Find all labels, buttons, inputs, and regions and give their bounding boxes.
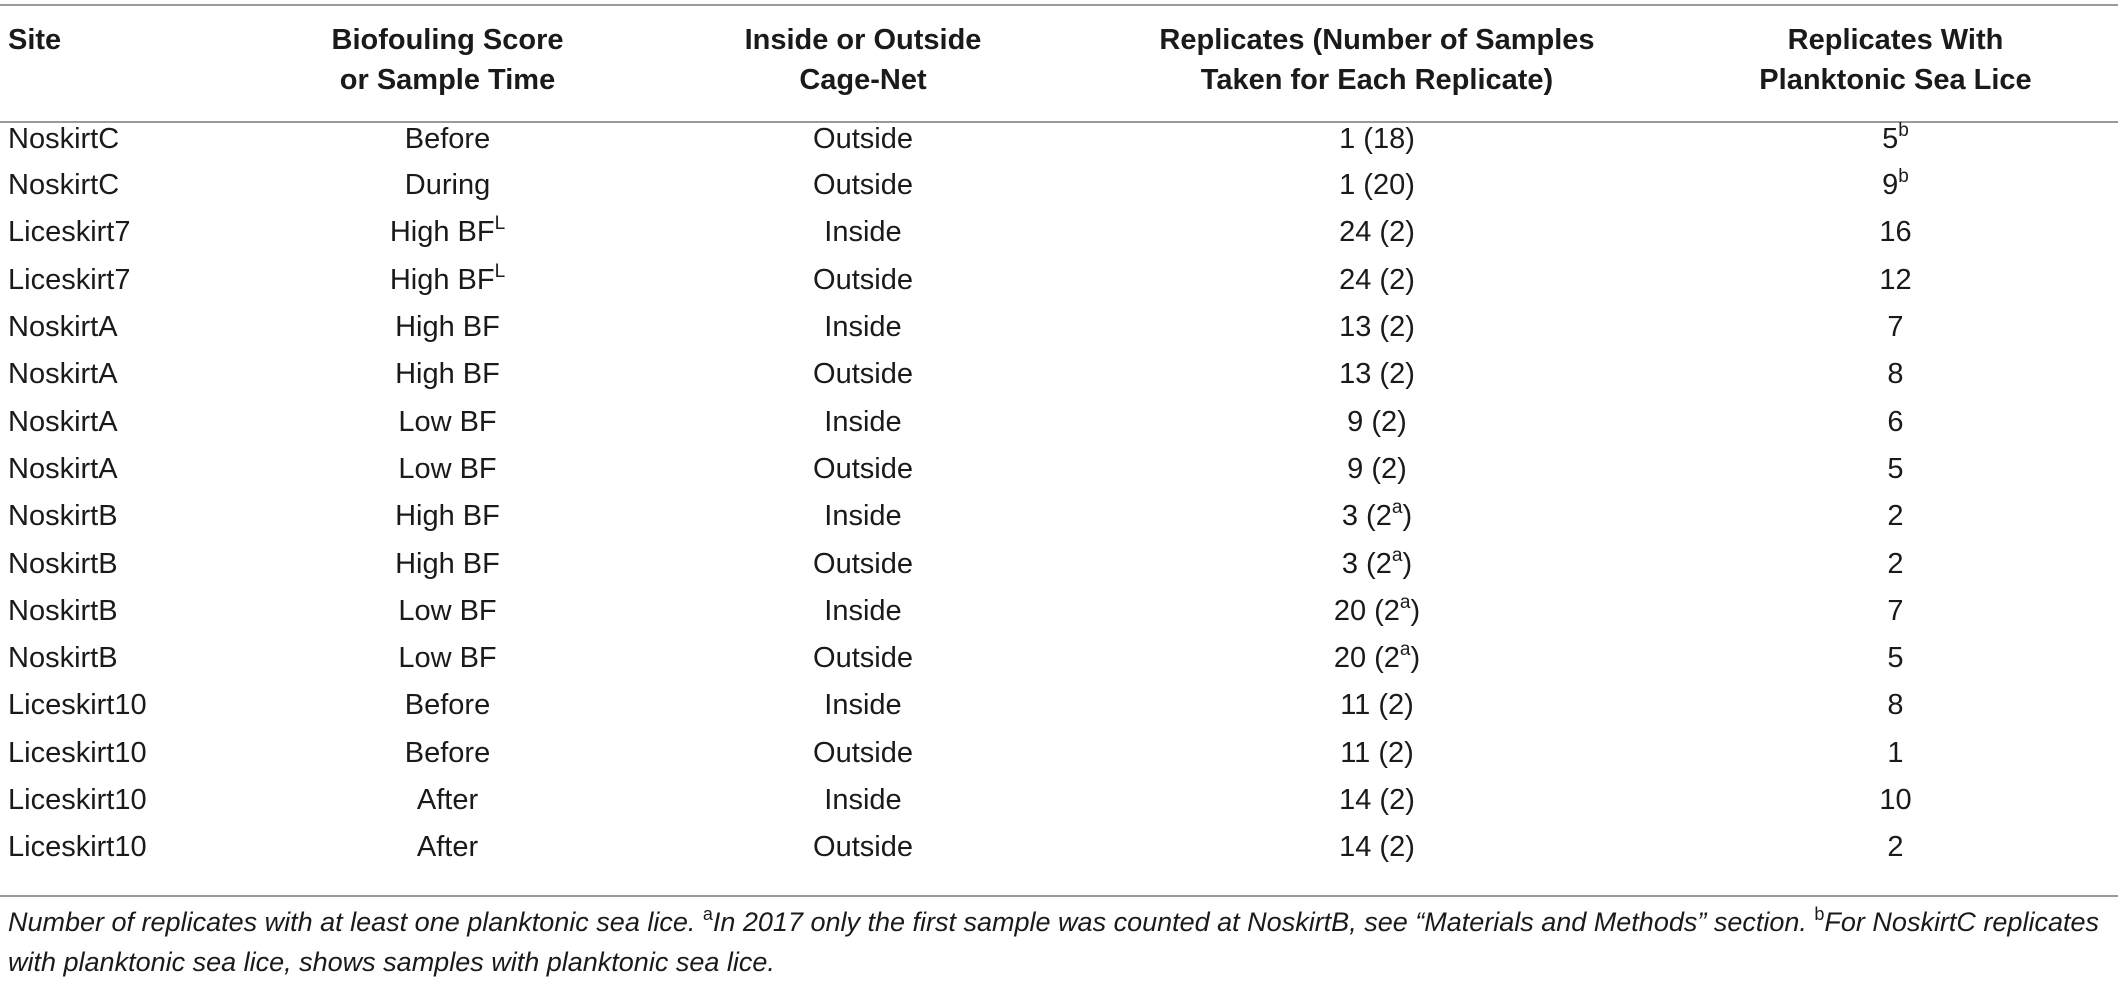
table-row	[0, 162, 2118, 209]
cell-site: NoskirtC	[8, 169, 120, 202]
table-row	[0, 257, 2118, 304]
cell-replicates-with-lice: 7	[1887, 311, 1904, 344]
table-row	[0, 777, 2118, 824]
table-row	[0, 635, 2118, 682]
cell-site: Liceskirt10	[8, 736, 147, 769]
cell-biofouling: Before	[404, 123, 491, 155]
data-table	[0, 6, 2118, 871]
cell-site: Liceskirt10	[8, 689, 147, 722]
cell-replicates-with-lice: 8	[1887, 689, 1904, 722]
cell-inside-outside: Inside	[824, 216, 902, 249]
cell-biofouling: Low BF	[398, 452, 497, 485]
cell-replicates-with-lice: 5$^b$	[1882, 120, 1909, 155]
cell-replicates: 24 (2)	[1339, 263, 1415, 296]
cell-inside-outside: Inside	[824, 311, 902, 344]
table-row	[0, 398, 2118, 445]
cell-biofouling: Before	[404, 736, 491, 769]
cell-replicates-with-lice: 1	[1887, 736, 1904, 769]
bottom-rule	[0, 895, 2118, 897]
cell-site: Liceskirt10	[8, 784, 147, 816]
table-row	[0, 209, 2118, 256]
cell-replicates: 14 (2)	[1339, 784, 1415, 816]
cell-site: Liceskirt7	[8, 216, 131, 249]
cell-biofouling: High $BF^L$	[389, 260, 506, 296]
cell-site: NoskirtB	[8, 594, 118, 627]
cell-biofouling: High BF	[395, 311, 500, 344]
cell-replicates-with-lice: 6	[1887, 405, 1904, 438]
cell-replicates: 11 (2)	[1340, 689, 1414, 722]
cell-site: NoskirtB	[8, 500, 118, 533]
table-footnote: Number of replicates with at least one planktonic sea lice. $^a$In 2017 only the first sample was counted at NoskirtB, see “Materials and Methods” section. $^b$For NoskirtC replicates with planktonic sea lice, shows samples with planktonic sea lice.	[8, 904, 2099, 977]
cell-inside-outside: Outside	[813, 547, 913, 580]
cell-replicates-with-lice: 8	[1887, 358, 1904, 391]
cell-site: NoskirtA	[8, 311, 118, 344]
cell-inside-outside: Outside	[813, 263, 913, 296]
table-row	[0, 682, 2118, 729]
cell-replicates-with-lice: 12	[1879, 263, 1912, 296]
header-replicates: Replicates (Number of Samples Taken for Each Replicate)	[1159, 24, 1595, 96]
cell-biofouling: Low BF	[398, 642, 497, 675]
cell-replicates: 14 (2)	[1339, 831, 1415, 864]
cell-replicates: 13 (2)	[1339, 358, 1415, 391]
table-row	[0, 446, 2118, 493]
cell-replicates-with-lice: 10	[1879, 784, 1912, 816]
table-row	[0, 304, 2118, 351]
cell-inside-outside: Outside	[813, 452, 913, 485]
cell-biofouling: Before	[404, 689, 491, 722]
cell-replicates: 1 (18)	[1339, 123, 1415, 155]
cell-replicates-with-lice: 16	[1879, 216, 1912, 249]
cell-site: NoskirtA	[8, 405, 118, 438]
cell-site: Liceskirt7	[8, 263, 131, 296]
cell-site: Liceskirt10	[8, 831, 147, 864]
cell-replicates: 13 (2)	[1339, 311, 1415, 344]
table-row	[0, 540, 2118, 587]
cell-biofouling: After	[416, 831, 479, 864]
cell-inside-outside: Outside	[813, 358, 913, 391]
cell-inside-outside: Outside	[813, 642, 913, 675]
cell-replicates-with-lice: 2	[1887, 831, 1904, 864]
cell-biofouling: During	[404, 169, 491, 202]
table-row	[0, 107, 2118, 162]
cell-inside-outside: Inside	[824, 500, 902, 533]
header-site: Site	[8, 24, 62, 56]
header-biofouling: Biofouling Score or Sample Time	[331, 24, 564, 96]
table-row	[0, 730, 2118, 777]
cell-replicates: 20 (2$^a$)	[1333, 591, 1421, 627]
cell-inside-outside: Inside	[824, 689, 902, 722]
cell-biofouling: High BF	[395, 500, 500, 533]
table-row	[0, 351, 2118, 398]
cell-replicates: 11 (2)	[1340, 736, 1414, 769]
cell-inside-outside: Outside	[813, 123, 913, 155]
cell-biofouling: Low BF	[398, 405, 497, 438]
cell-site: NoskirtA	[8, 358, 118, 391]
header-row	[0, 6, 2118, 107]
cell-site: NoskirtA	[8, 452, 118, 485]
cell-inside-outside: Outside	[813, 736, 913, 769]
cell-site: NoskirtB	[8, 547, 118, 580]
cell-biofouling: High $BF^L$	[389, 213, 506, 249]
cell-replicates: 9 (2)	[1347, 452, 1407, 485]
cell-inside-outside: Inside	[824, 594, 902, 627]
cell-replicates: 9 (2)	[1347, 405, 1407, 438]
cell-replicates-with-lice: 9$^b$	[1882, 166, 1909, 202]
cell-inside-outside: Outside	[813, 169, 913, 202]
table-row	[0, 824, 2118, 871]
cell-replicates: 3 (2$^a$)	[1341, 497, 1413, 533]
cell-replicates-with-lice: 7	[1887, 594, 1904, 627]
cell-replicates: 3 (2$^a$)	[1341, 544, 1413, 580]
cell-biofouling: After	[416, 784, 479, 816]
cell-site: NoskirtB	[8, 642, 118, 675]
cell-replicates: 20 (2$^a$)	[1333, 639, 1421, 675]
cell-replicates: 1 (20)	[1339, 169, 1415, 202]
table-row	[0, 493, 2118, 540]
cell-site: NoskirtC	[8, 123, 120, 155]
cell-replicates-with-lice: 5	[1887, 452, 1904, 485]
cell-inside-outside: Inside	[824, 784, 902, 816]
cell-replicates-with-lice: 2	[1887, 500, 1904, 533]
cell-inside-outside: Inside	[824, 405, 902, 438]
cell-inside-outside: Outside	[813, 831, 913, 864]
header-replicates-with-lice: Replicates With Planktonic Sea Lice	[1759, 24, 2032, 96]
cell-biofouling: Low BF	[398, 594, 497, 627]
cell-replicates-with-lice: 2	[1887, 547, 1904, 580]
table-body	[0, 107, 2118, 871]
table-row	[0, 588, 2118, 635]
cell-replicates-with-lice: 5	[1887, 642, 1904, 675]
cell-biofouling: High BF	[395, 358, 500, 391]
cell-replicates: 24 (2)	[1339, 216, 1415, 249]
cell-biofouling: High BF	[395, 547, 500, 580]
header-inside-outside: Inside or Outside Cage-Net	[744, 24, 982, 96]
